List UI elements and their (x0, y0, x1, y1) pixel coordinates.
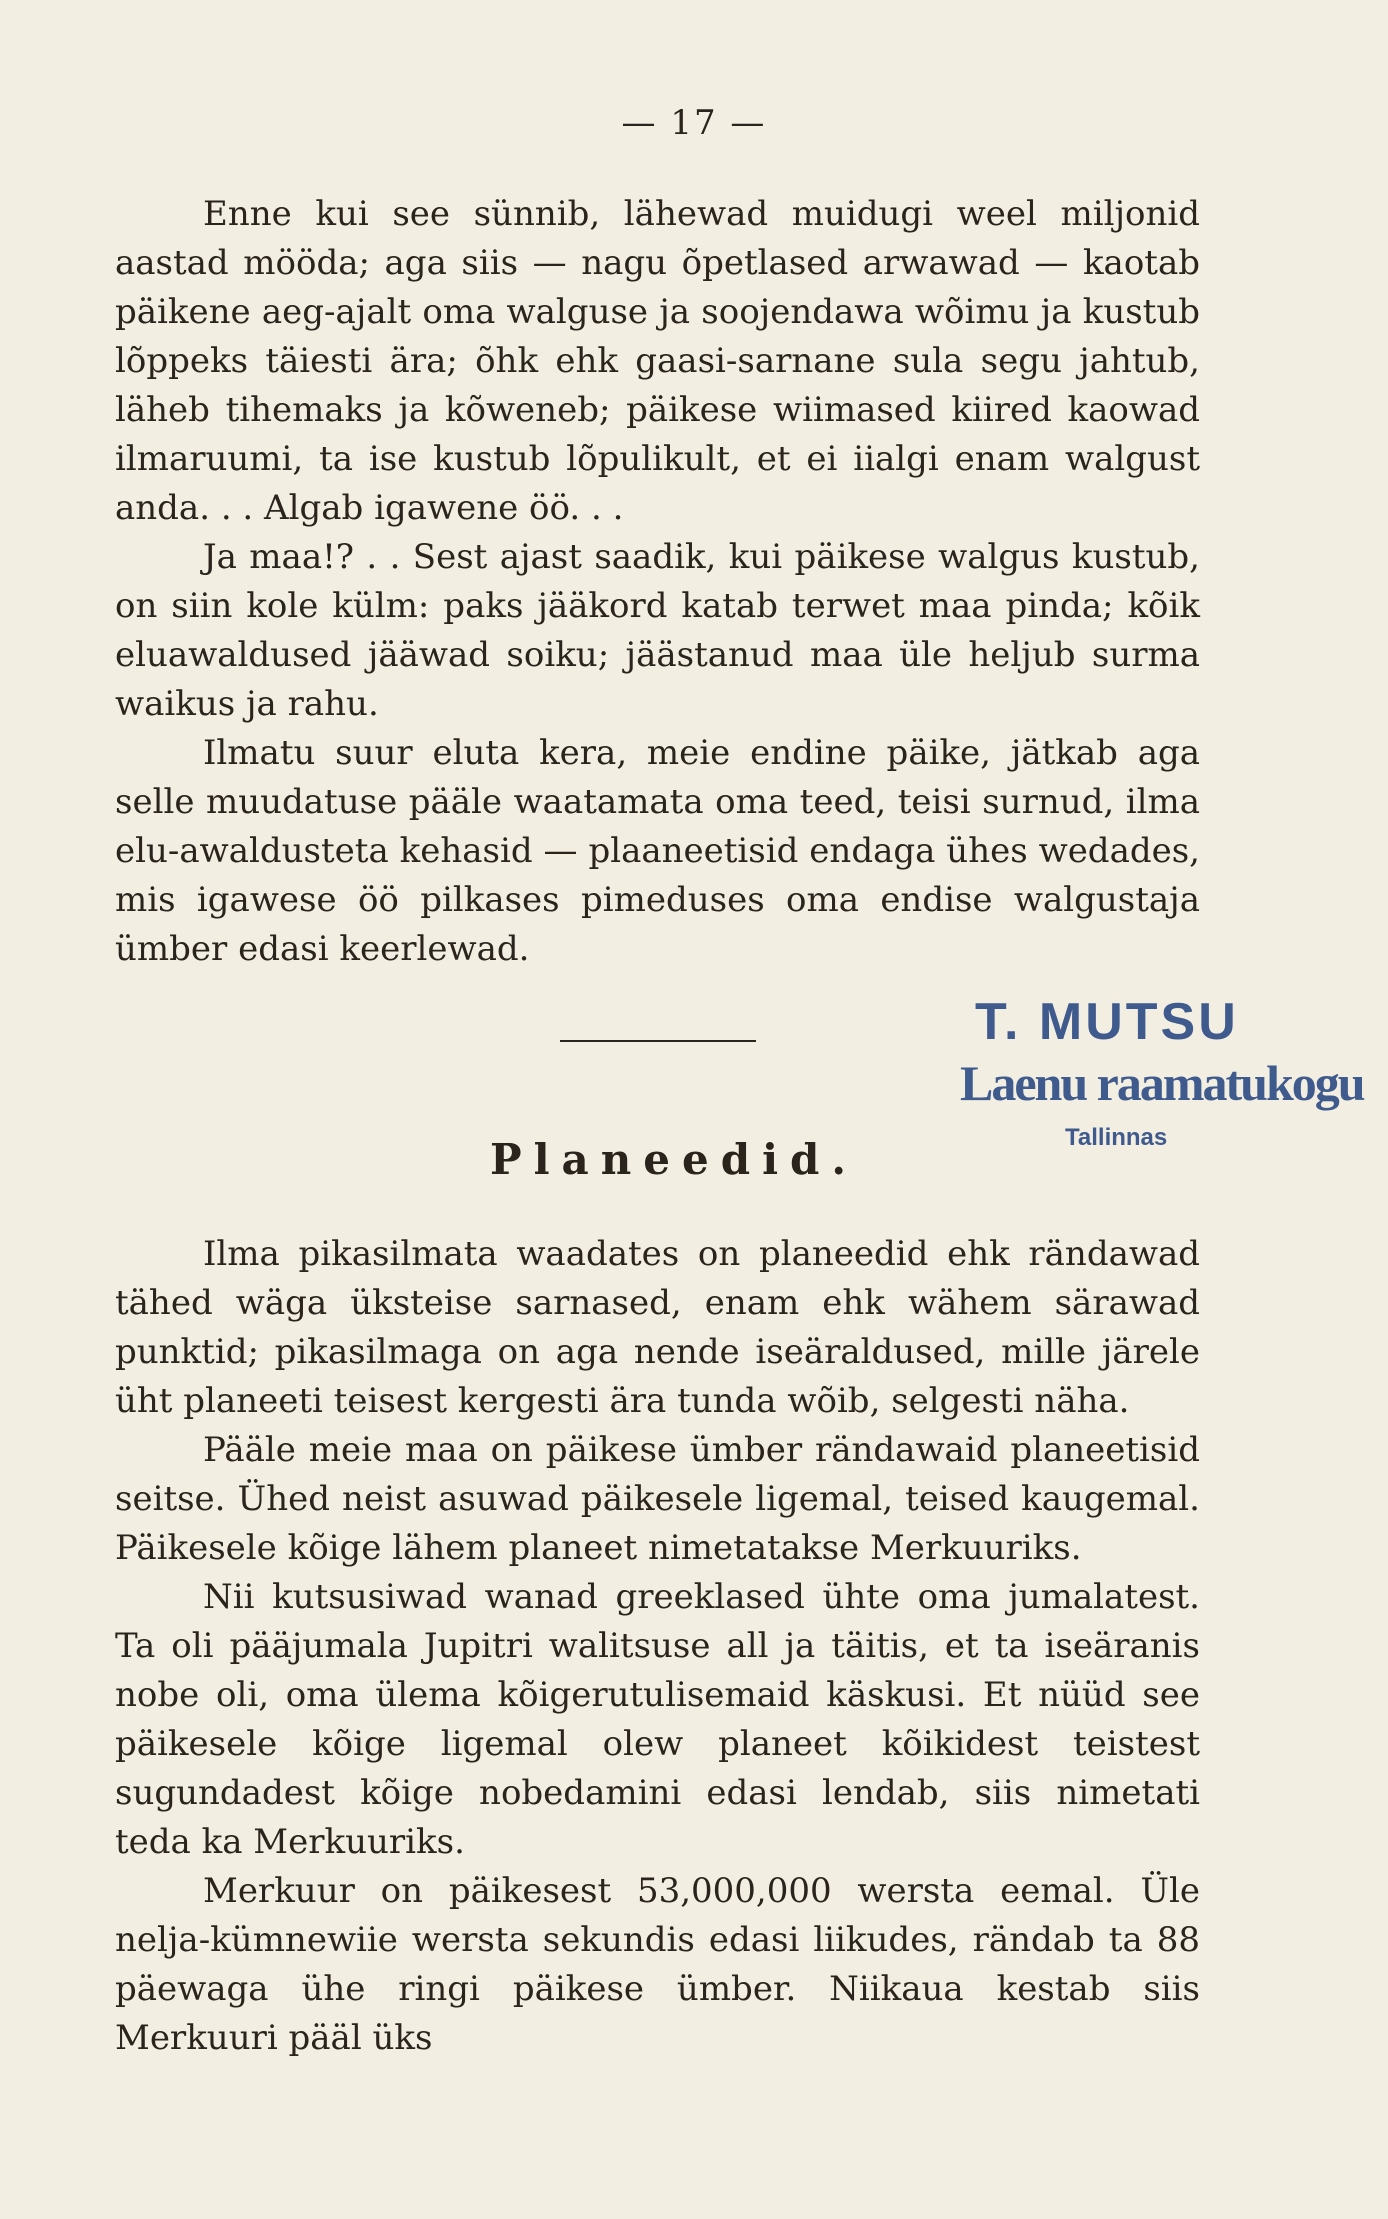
paragraph: Ja maa!? . . Sest ajast saadik, kui päikese walgus kustub, on siin kole külm: paks jääkord katab terwet maa pinda; kõik eluawaldused jääwad soiku; jäästanud maa üle heljub surma waikus ja rahu. (115, 537, 1200, 724)
stamp-library-label: Laenu raamatukogu (960, 1055, 1364, 1111)
paragraph: Ilma pikasilmata waadates on planeedid ehk rändawad tähed wäga üksteise sarnased, enam ehk wähem särawad punktid; pikasilmaga on aga nende iseäraldused, mille järele üht planeeti teisest kergesti ära tunda wõib, selgesti näha. (115, 1234, 1200, 1421)
paragraph: Enne kui see sünnib, lähewad muidugi weel miljonid aastad mööda; aga siis — nagu õpetlased arwawad — kaotab päikene aeg-ajalt oma walguse ja soojendawa wõimu ja kustub lõppeks täiesti ära; õhk ehk gaasi-sarnane sula segu jahtub, läheb tihemaks ja kõweneb; päikese wiimased kiired kaowad ilmaruumi, ta ise kustub lõpulikult, et ei iialgi enam walgust anda. . . Algab igawene öö. . . (115, 194, 1200, 528)
text-section-1 (115, 190, 1200, 974)
paragraph: Pääle meie maa on päikese ümber rändawaid planeetisid seitse. Ühed neist asuwad päikesele ligemal, teised kaugemal. Päikesele kõige lähem planeet nimetatakse Merkuuriks. (115, 1430, 1200, 1568)
paragraph: Nii kutsusiwad wanad greeklased ühte oma jumalatest. Ta oli pääjumala Jupitri walitsuse all ja täitis, et ta iseäranis nobe oli, oma ülema kõigerutulisemaid käskusi. Et nüüd see päikesele kõige ligemal olew planeet kõikidest teistest sugundadest kõige nobedamini edasi lendab, siis nimetati teda ka Merkuuriks. (115, 1577, 1200, 1862)
page-number: — 17 — (621, 103, 767, 143)
section-heading: Planeedid. (490, 1135, 859, 1184)
paragraph: Merkuur on päikesest 53,000,000 wersta eemal. Üle nelja-kümnewiie wersta sekundis edasi liikudes, rändab ta 88 päewaga ühe ringi päikese ümber. Niikaua kestab siis Merkuuri pääl üks (115, 1871, 1200, 2058)
text-section-2 (115, 1230, 1200, 2063)
section-divider (560, 1040, 756, 1042)
stamp-owner-name: T. MUTSU (975, 993, 1239, 1051)
stamp-city-label: Tallinnas (1065, 1124, 1168, 1151)
library-stamp (955, 992, 1364, 1172)
paragraph: Ilmatu suur eluta kera, meie endine päike, jätkab aga selle muudatuse pääle waatamata oma teed, teisi surnud, ilma elu-awaldusteta kehasid — plaaneetisid endaga ühes wedades, mis igawese öö pilkases pimeduses oma endise walgustaja ümber edasi keerlewad. (115, 733, 1200, 969)
